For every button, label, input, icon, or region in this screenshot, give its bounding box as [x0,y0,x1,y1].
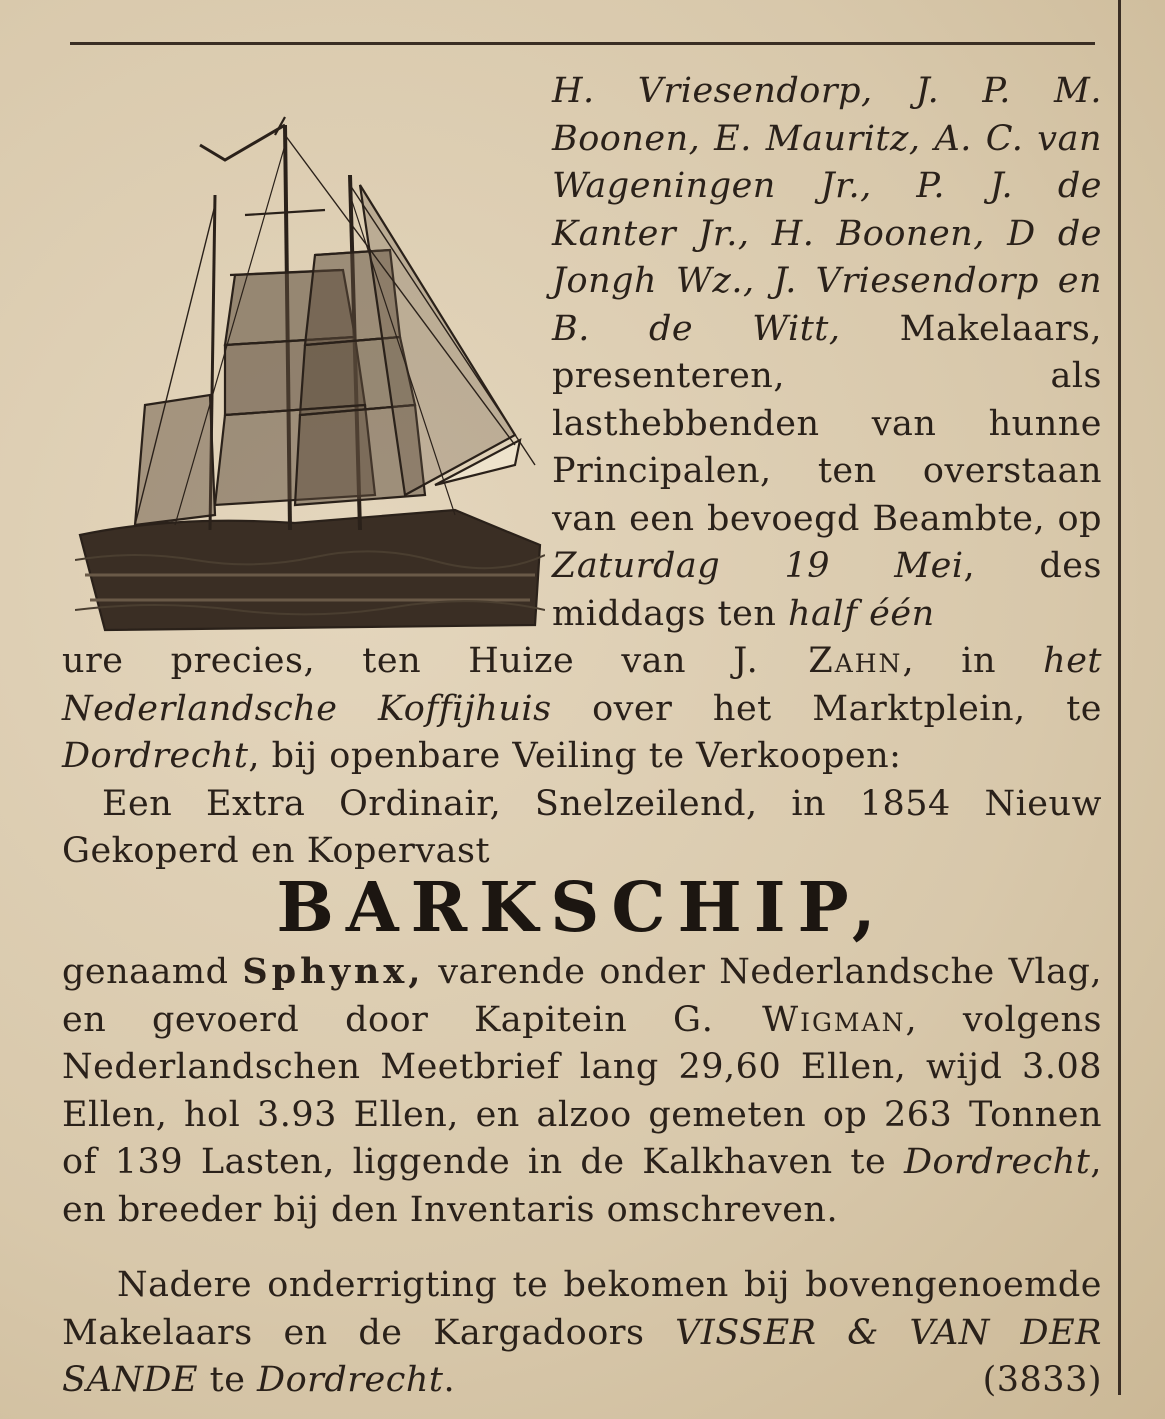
captain-name: G. Wigman [673,999,906,1040]
ad-heading: BARKSCHIP, [276,868,888,948]
details-text-1: genaamd [62,952,243,992]
column-divider [1118,0,1121,1395]
details-paragraph [62,948,1102,1234]
intro-paragraph-part2 [62,638,1102,876]
details-city: Dordrecht [903,1142,1091,1182]
city-name: Dordrecht [62,736,249,776]
intro-text-6: , bij openbare Veiling te Verkoopen: [248,736,902,776]
previous-ad-fragment [60,0,1100,18]
venue-name: het Nederlandsche Koffijhuis [62,641,1102,729]
auction-date: Zaturdag 19 Mei [552,546,964,586]
host-name: J. Zahn [733,641,903,681]
intro-text-1: Makelaars, presenteren, als lasthebbenden van hunne Principalen, ten overstaan van een bevoegd Beambte, op [552,308,1103,539]
offer-line: Een Extra Ordinair, Snelzeilend, in 1854 Nieuw Gekoperd en Kopervast [62,783,1102,871]
intro-paragraph-part1 [552,68,1102,638]
contact-text-3: . [443,1360,456,1400]
details-text-4: , en breeder bij den Inventaris omschreven. [62,1142,1102,1230]
intro-text-2: , des middags ten [552,546,1102,634]
details-text-3: , volgens Nederlandschen Meetbrief lang 29,60 Ellen, wijd 3.08 Ellen, hol 3.93 Ellen, en alzoo gemeten op 263 Tonnen of 139 Lasten, liggende in de Kalkhaven te [62,999,1102,1182]
contact-text-1: Nadere onderrigting te bekomen bij bovengenoemde Makelaars en de Kargadoors [62,1265,1102,1353]
details-text-2: varende onder Nederlandsche Vlag, en gevoerd door Kapitein [62,952,1102,1040]
ship-engraving-image [75,105,545,635]
ship-name: Sphynx, [242,951,425,992]
adjacent-column-fragment [1135,0,1165,1419]
intro-text-5: over het Marktplein, te [551,688,1102,729]
contact-city: Dordrecht [257,1360,444,1400]
intro-text-4: , in [902,641,1044,681]
agent-names: VISSER & VAN DER SANDE [62,1312,1102,1400]
auction-time: half één [788,593,935,634]
ad-reference-number: (3833) [982,1360,1102,1400]
section-divider [70,42,1095,45]
contact-paragraph [62,1262,1102,1405]
auctioneer-names: H. Vriesendorp, J. P. M. Boonen, E. Mauritz, A. C. van Wageningen Jr., P. J. de Kanter Jr., H. Boonen, D de Jongh Wz., J. Vriesendorp en B. de Witt, [552,71,1102,349]
contact-text-2: te [198,1360,258,1400]
intro-text-3: ure precies, ten Huize van [62,641,734,681]
